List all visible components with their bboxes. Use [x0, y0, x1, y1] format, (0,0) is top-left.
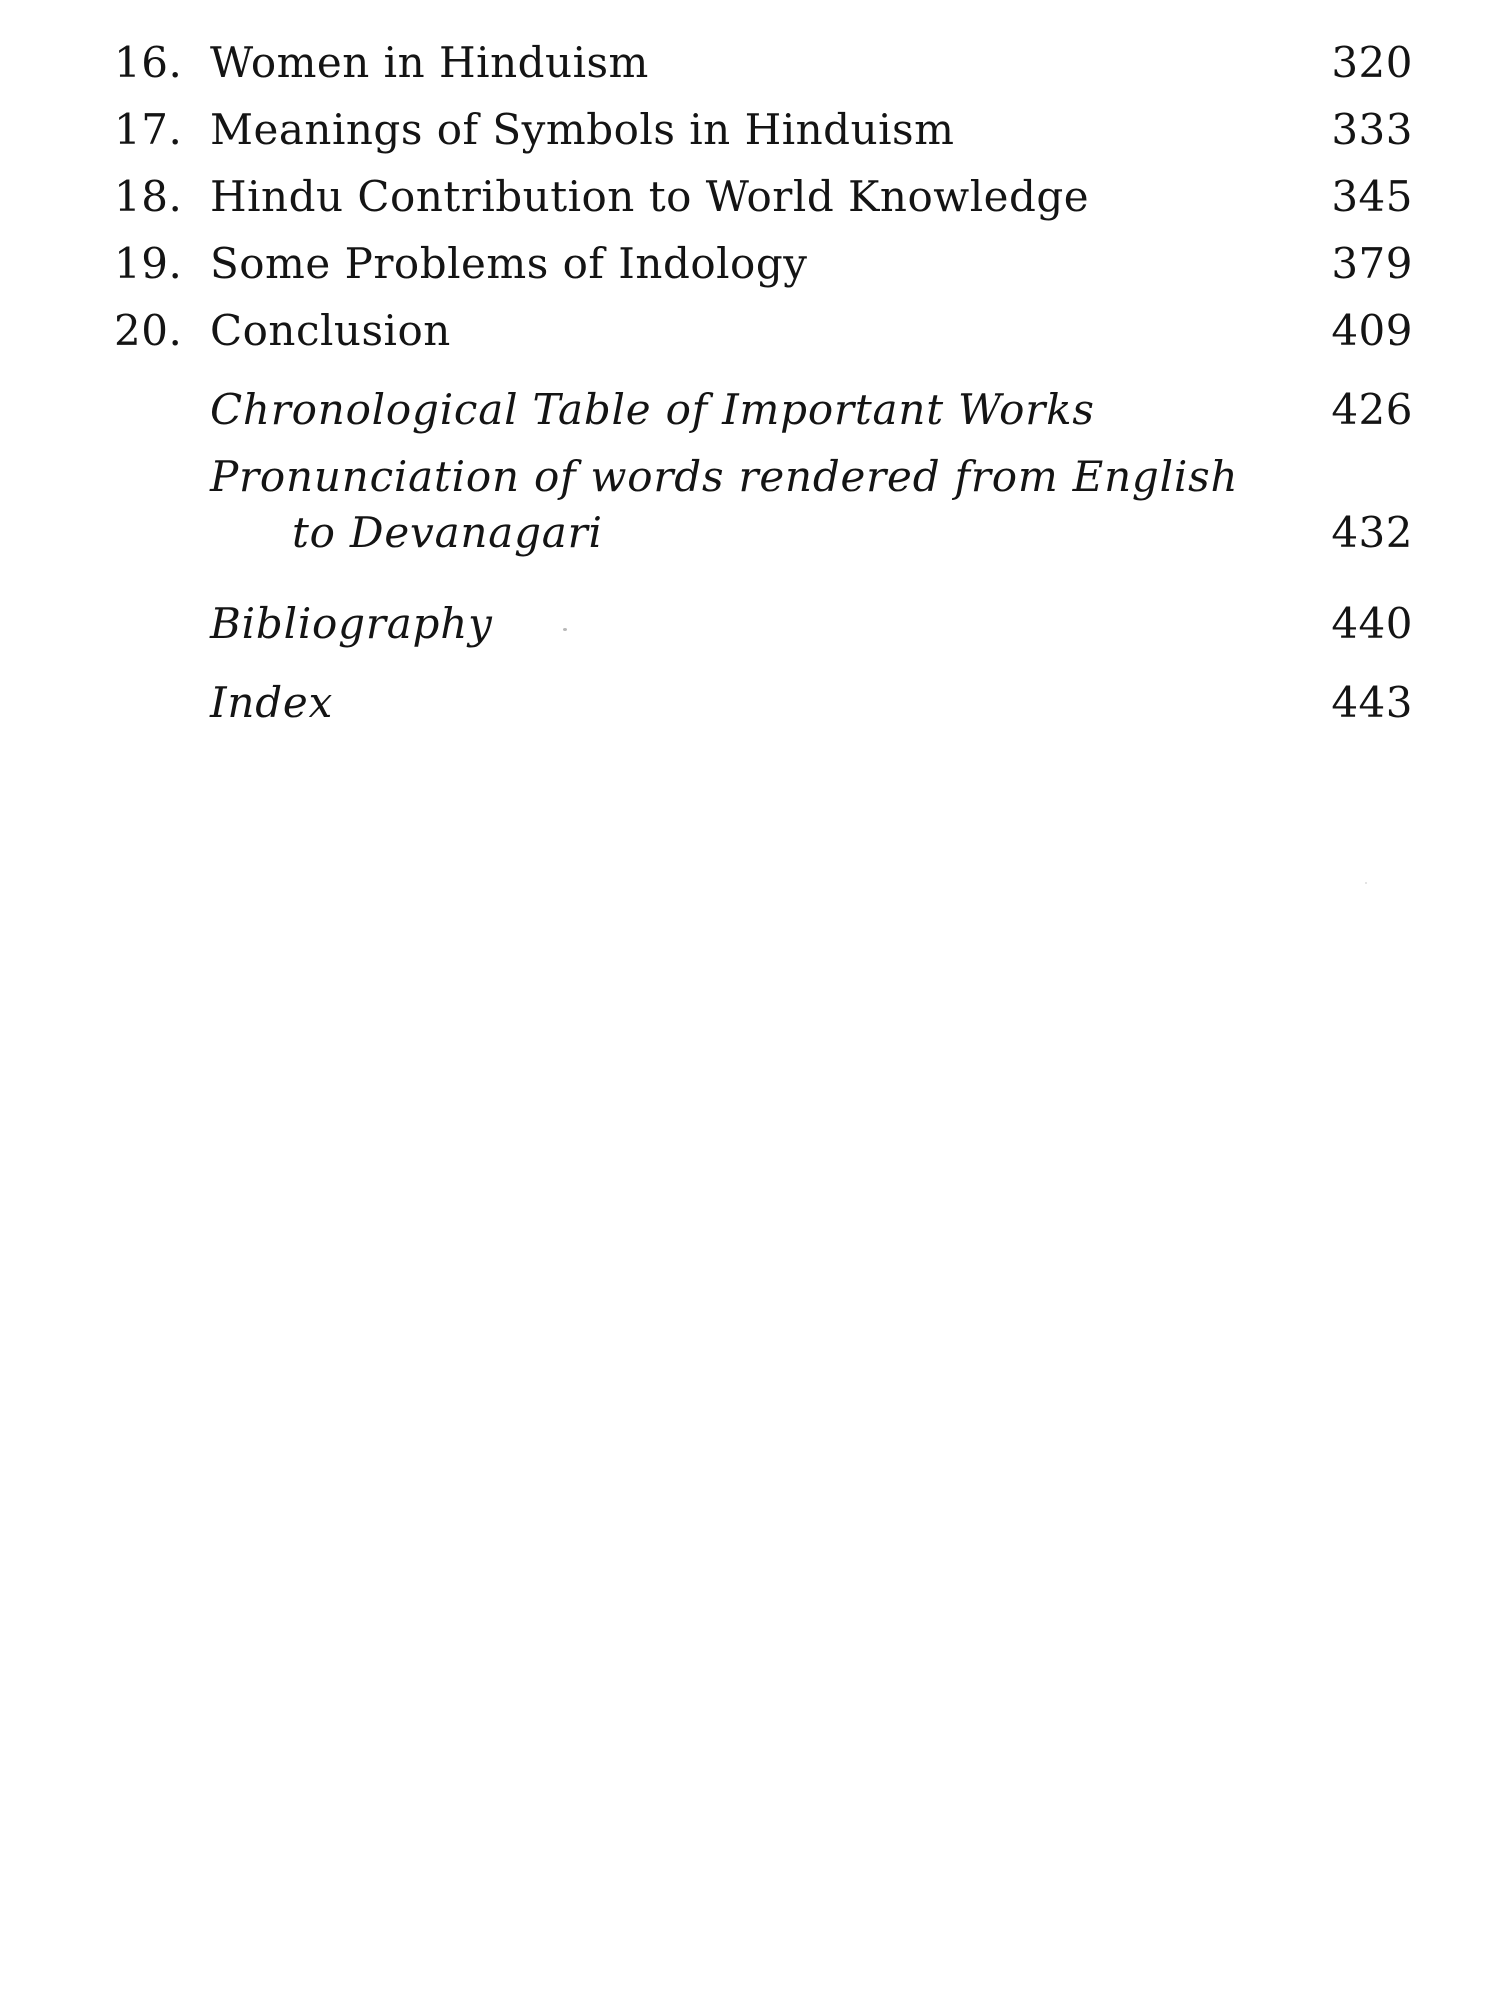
page-number: 426: [1331, 385, 1413, 434]
page-number: 409: [1331, 306, 1413, 355]
toc-entry-pronunciation-line2: [0, 500, 1500, 566]
chapter-title: Hindu Contribution to World Knowledge: [210, 172, 1090, 221]
toc-entry-chapter-18: [0, 164, 1500, 230]
back-matter-title: Chronological Table of Important Works: [210, 385, 1095, 434]
toc-entry-index: [0, 670, 1500, 736]
chapter-title: Women in Hinduism: [210, 38, 649, 87]
scan-speck: [1365, 882, 1367, 884]
chapter-number: 19.: [114, 239, 183, 288]
page-number: 432: [1331, 508, 1413, 557]
scan-speck: [563, 628, 567, 631]
toc-entry-chapter-20: [0, 298, 1500, 364]
page-number: 320: [1331, 38, 1413, 87]
chapter-number: 20.: [114, 306, 183, 355]
chapter-number: 16.: [114, 38, 183, 87]
page-number: 379: [1331, 239, 1413, 288]
page-number: 345: [1331, 172, 1413, 221]
chapter-title: Conclusion: [210, 306, 451, 355]
toc-entry-chapter-17: [0, 97, 1500, 163]
page-number: 443: [1331, 678, 1413, 727]
back-matter-title: Index: [210, 678, 334, 727]
back-matter-title-continuation: to Devanagari: [292, 508, 603, 557]
toc-entry-bibliography: [0, 591, 1500, 657]
toc-entry-chronological-table: [0, 377, 1500, 443]
toc-entry-chapter-19: [0, 231, 1500, 297]
back-matter-title: Pronunciation of words rendered from English: [210, 452, 1239, 501]
chapter-title: Some Problems of Indology: [210, 239, 808, 288]
page-number: 333: [1331, 105, 1413, 154]
chapter-number: 18.: [114, 172, 183, 221]
page-number: 440: [1331, 599, 1413, 648]
chapter-number: 17.: [114, 105, 183, 154]
back-matter-title: Bibliography: [210, 599, 493, 648]
chapter-title: Meanings of Symbols in Hinduism: [210, 105, 955, 154]
toc-entry-chapter-16: [0, 30, 1500, 96]
